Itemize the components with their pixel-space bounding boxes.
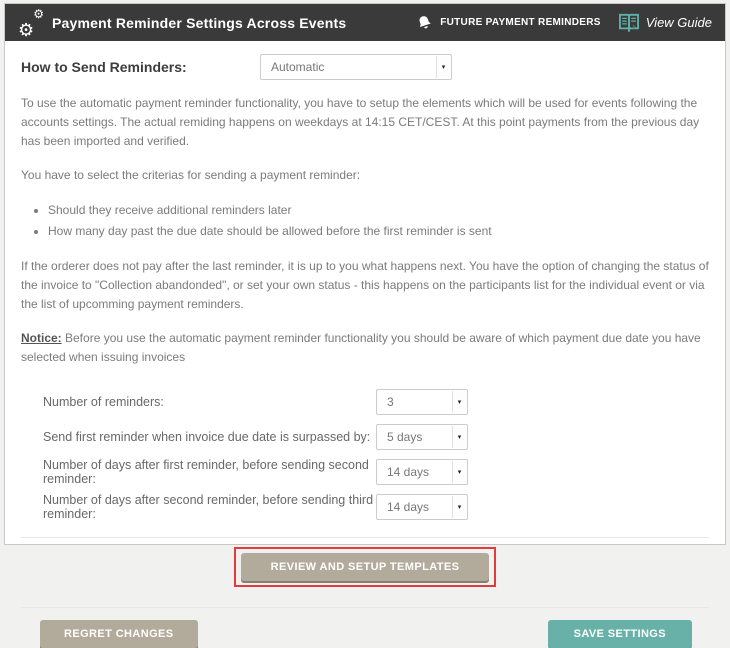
future-payment-reminders-label: FUTURE PAYMENT REMINDERS	[440, 17, 601, 28]
divider	[21, 537, 709, 538]
first-reminder-delay-select[interactable]	[376, 424, 468, 450]
setting-row-third-reminder-delay	[21, 490, 709, 525]
divider	[21, 607, 709, 608]
selected-value: 5 days	[387, 430, 423, 445]
selected-value: 3	[387, 395, 394, 410]
settings-card	[4, 3, 726, 640]
dropdown-arrow-icon: ▾	[452, 461, 466, 483]
setting-label: Number of days after first reminder, before sending second reminder:	[43, 458, 369, 487]
intro-paragraph-1: To use the automatic payment reminder functionality, you have to setup the elements which will be used for events following the accounts settings. The actual remiding happens on weekdays at 14:15 CET/CEST. At this point payments from the previous day has been imported and verified.	[21, 96, 700, 148]
notice-label: Notice:	[21, 330, 62, 345]
intro-paragraph-3: If the orderer does not pay after the last reminder, it is up to you what happens next. You have the option of changing the status of the invoice to "Collection abandonded", or set your own status - this happens on the participants list for the individual event or via the list of upcomming payment reminders.	[21, 258, 709, 311]
dropdown-arrow-icon: ▾	[436, 56, 450, 78]
save-settings-button[interactable]: SAVE SETTINGS	[548, 620, 692, 648]
how-to-send-label: How to Send Reminders:	[21, 59, 187, 75]
view-guide-link[interactable]	[618, 13, 712, 32]
dropdown-arrow-icon: ▾	[452, 426, 466, 448]
reminder-settings-group	[21, 385, 709, 525]
gears-icon: ⚙ ⚙	[18, 6, 44, 40]
setting-label: Number of reminders:	[43, 395, 164, 410]
criteria-item: • How many day past the due date should be allowed before the first reminder is sent	[48, 221, 709, 242]
notice-paragraph	[21, 329, 709, 367]
second-reminder-delay-select[interactable]	[376, 459, 468, 485]
settings-content	[5, 41, 725, 648]
how-to-send-selected-value: Automatic	[271, 60, 325, 74]
regret-changes-button[interactable]: REGRET CHANGES	[40, 620, 198, 648]
view-guide-label: View Guide	[645, 15, 712, 30]
notice-text: Before you use the automatic payment reminder functionality you should be aware of which payment due date you have selected when issuing invoices	[21, 330, 701, 364]
setting-row-number-of-reminders	[21, 385, 709, 420]
third-reminder-delay-select[interactable]	[376, 494, 468, 520]
number-of-reminders-select[interactable]	[376, 389, 468, 415]
selected-value: 14 days	[387, 465, 430, 480]
dropdown-arrow-icon: ▾	[452, 391, 466, 413]
setting-label: Send first reminder when invoice due date is surpassed by:	[43, 430, 371, 445]
selected-value: 14 days	[387, 500, 430, 515]
red-annotation-box	[234, 547, 497, 587]
how-to-send-select[interactable]	[260, 54, 452, 80]
guide-book-icon	[618, 13, 640, 32]
criteria-list	[21, 200, 709, 242]
future-payment-reminders-link[interactable]	[416, 14, 601, 31]
setting-row-first-reminder-delay	[21, 420, 709, 455]
dropdown-arrow-icon: ▾	[452, 496, 466, 518]
criteria-item: • Should they receive additional reminders later	[48, 200, 709, 221]
intro-paragraph-2: You have to select the criterias for sending a payment reminder:	[21, 167, 361, 182]
page-title: Payment Reminder Settings Across Events	[52, 14, 347, 31]
setting-label: Number of days after second reminder, before sending third reminder:	[43, 493, 374, 522]
setting-row-second-reminder-delay	[21, 455, 709, 490]
review-and-setup-templates-button[interactable]: REVIEW AND SETUP TEMPLATES	[241, 553, 490, 581]
bell-icon	[416, 14, 433, 31]
header-bar	[5, 4, 725, 41]
